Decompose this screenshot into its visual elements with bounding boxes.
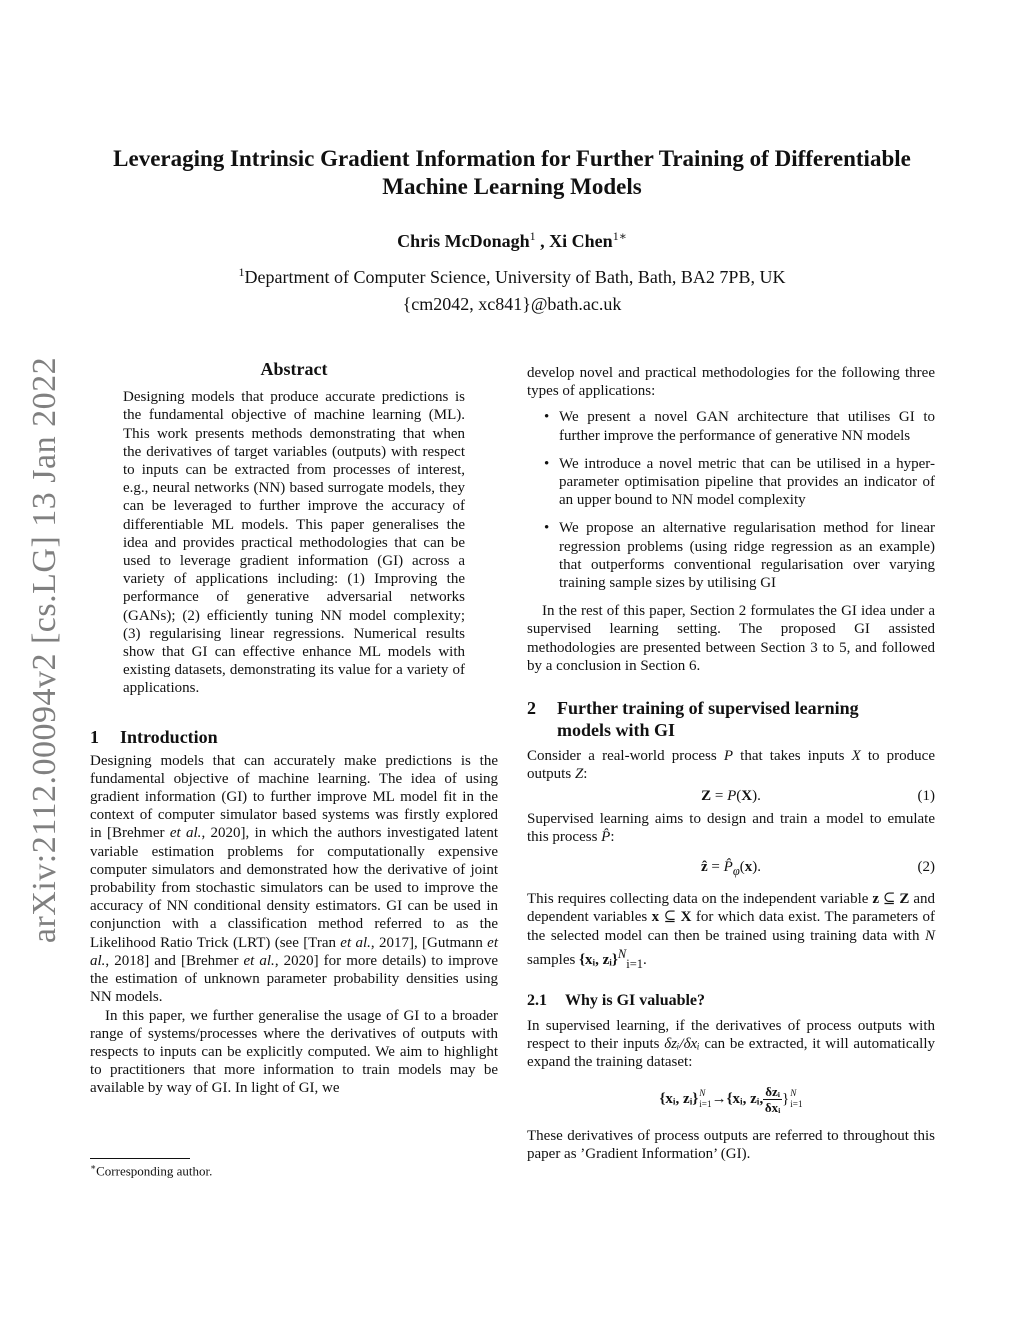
eq3-right-open: {xᵢ, zᵢ, [726, 1091, 764, 1108]
s2p3-d: samples [527, 951, 580, 968]
contribution-text: We present a novel GAN architecture that utilises GI to further improve the performance of generative NN models [559, 409, 935, 444]
eq2-equals: = [707, 859, 724, 876]
s2p1-Z: Z [574, 766, 584, 783]
equation-3 [527, 1084, 935, 1115]
s2p3-b: and dependent variables [527, 891, 935, 926]
s2p3-x: x [651, 909, 660, 926]
intro-p1-etal-1: et al. [169, 825, 202, 842]
intro-p1-text-c: , 2017], [Gutmann [370, 934, 488, 951]
s21p1-b: can be extracted, it will automatically expand the training dataset: [527, 1036, 935, 1071]
affiliation-text: Department of Computer Science, University of Bath, Bath, BA2 7PB, UK [244, 267, 786, 287]
equation-1 [527, 787, 935, 805]
author-emails: {cm2042, xc841}@bath.ac.uk [402, 294, 622, 314]
s2p2-a: Supervised learning aims to design and train a model to emulate this process [527, 810, 935, 845]
left-column [90, 360, 498, 1098]
section-2-number: 2 [527, 698, 536, 719]
s21p1-derivative: δzᵢ/δxᵢ [664, 1036, 700, 1053]
section-2-heading [527, 697, 935, 741]
intro-p1-etal-3: et al. [90, 934, 498, 969]
eq1-equals: = [711, 788, 728, 805]
abstract-heading: Abstract [260, 359, 328, 379]
equation-2-number: (2) [917, 859, 935, 876]
eq3-arrow: → [711, 1091, 727, 1108]
intro-p1-etal-2: et al. [340, 934, 371, 951]
eq3-right-close: } [782, 1091, 790, 1108]
s2p3-sup: N [617, 946, 627, 961]
s2p3-subset-1: ⊆ [879, 891, 900, 908]
intro-p1-text-a: Designing models that can accurately make predictions is the fundamental objective of machine learning. The idea of using gradient information (GI) to further improve ML model fit in the context of computer simulator based systems was firstly explored in [Brehmer [90, 752, 498, 842]
arxiv-identifier-stamp [20, 356, 70, 944]
equation-3-body [659, 1084, 802, 1115]
affiliation-line [60, 259, 964, 291]
intro-paragraph-1 [90, 752, 498, 1007]
eq3-right-sub: i=1 [790, 1099, 803, 1110]
author-list [60, 229, 964, 252]
eq2-sub: φ [732, 864, 740, 879]
section-2-paragraph-2 [527, 810, 935, 846]
s2p3-set: {xᵢ, zᵢ} [579, 951, 618, 968]
bullet-icon: • [544, 455, 550, 472]
s2p3-e: . [643, 951, 647, 968]
s2p1-d: : [583, 766, 588, 783]
section-1-heading [90, 726, 498, 748]
eq1-paren-open: ( [736, 788, 742, 805]
s2p3-Z: Z [899, 891, 910, 908]
right-column [527, 364, 935, 1163]
eq3-left-sub: i=1 [699, 1099, 712, 1110]
intro-p1-text-b: , 2020], in which the authors investigated latent variable estimation problems for computationally expensive computer simulators and demonstrated how the derivative of joint probability from stochastic simulators can be used to improve the accuracy of NN conditional density estimators. GI can be used in conjunction with a classification method referred to as the Likelihood Ratio Trick (LRT) (see [Tran [90, 825, 498, 951]
section-2-1-paragraph-1 [527, 1017, 935, 1072]
author-1-name: Chris McDonagh [397, 231, 530, 251]
s2p1-a: Consider a real-world process [527, 748, 724, 765]
eq3-right-limits [790, 1088, 802, 1110]
contribution-text: We introduce a novel metric that can be utilised in a hyper-parameter optimisation pipeline that provides an indicator of an upper bound to NN model complexity [559, 455, 935, 509]
paper-outline-paragraph: In the rest of this paper, Section 2 formulates the GI idea under a supervised learning setting. The proposed GI assisted methodologies are presented between Section 3 to 5, and followed by a conclusion in Section 6. [527, 603, 935, 674]
section-2-title-line-1: Further training of supervised learning [557, 698, 859, 719]
bullet-icon: • [544, 409, 550, 426]
contribution-list [527, 408, 935, 592]
intro-continuation: develop novel and practical methodologies for the following three types of applications: [527, 365, 935, 400]
eq3-left-set: {xᵢ, zᵢ} [659, 1091, 699, 1108]
section-2-1-paragraph-2: These derivatives of process outputs are referred to throughout this paper as ’Gradient Information’ (GI). [527, 1127, 935, 1162]
section-2-1-number: 2.1 [527, 992, 547, 1010]
eq3-frac-top: δzᵢ [765, 1083, 781, 1099]
footnote [90, 1162, 498, 1179]
eq3-right-sup: N [790, 1088, 797, 1099]
intro-paragraph-2: In this paper, we further generalise the usage of GI to a broader range of systems/processes where the derivatives of outputs with respects to inputs can be explicitly computed. We aim to highlight to practitioners that more information to train models may be available by way of GI. In light of GI, we [90, 1007, 498, 1097]
eq1-P: P [727, 788, 737, 805]
paper-title [60, 145, 964, 201]
section-2-paragraph-3 [527, 890, 935, 973]
s2p3-a: This requires collecting data on the independent variable [527, 891, 873, 908]
s2p3-subset-2: ⊆ [659, 909, 681, 926]
footnote-rule [90, 1158, 190, 1159]
author-2-affil: 1∗ [612, 229, 627, 243]
intro-p1-text-d: , 2018] and [Brehmer [105, 952, 244, 969]
author-1-affil: 1 [529, 229, 536, 243]
s2p3-X: X [680, 909, 692, 926]
section-1-number: 1 [90, 726, 99, 747]
eq1-lhs: Z [701, 788, 712, 805]
s21p1-a: In supervised learning, if the derivatives of process outputs with respect to their inputs [527, 1018, 935, 1053]
contribution-item [527, 519, 935, 592]
equation-2 [527, 858, 935, 880]
affiliation-number: 1 [238, 265, 245, 279]
section-2-title-line-2: models with GI [557, 720, 676, 741]
contribution-text: We propose an alternative regularisation method for linear regression problems (using ridge regression as an example) that outperforms conventional regularisation over varying training sample sizes by utilising GI [559, 520, 935, 592]
eq2-P: P̂ [723, 859, 733, 876]
abstract-text: Designing models that produce accurate predictions is the fundamental objective of machine learning (ML). This work presents methods demonstrating that when the derivatives of target variables (outputs) with respect to inputs can be extracted from processes of interest, e.g., neural networks (NN) based surrogate models, they can be leveraged to further improve the accuracy of differentiable ML models. This paper generalises the idea and provides practical methodologies that can be used to leverage gradient information (GI) across a variety of applications including: (1) Improving the performance of generative adversarial networks (GANs); (2) efficiently tuning NN model complexity; (3) regularising linear regressions. Numerical results show that GI can effective enhance ML models with existing datasets, demonstrating its value for a variety of applications. [123, 389, 465, 697]
s2p2-Phat: P̂ [601, 828, 611, 845]
eq2-paren-close: ). [752, 859, 761, 876]
s2p1-c: to produce outputs [527, 748, 935, 783]
section-1-title: Introduction [120, 726, 218, 747]
eq2-paren-open: ( [739, 859, 745, 876]
s2p3-c: for which data exist. The parameters of the selected model can then be trained using training data with [527, 909, 935, 944]
section-2-title [557, 697, 859, 741]
eq1-paren-close: ). [752, 788, 761, 805]
s2p1-P: P [723, 748, 734, 765]
eq3-fraction [763, 1084, 782, 1115]
footnote-mark: ∗ [90, 1162, 97, 1172]
contribution-item [527, 408, 935, 444]
section-2-paragraph-1 [527, 747, 935, 783]
equation-1-number: (1) [917, 788, 935, 805]
title-line-2: Machine Learning Models [382, 174, 642, 199]
affiliation-block [60, 259, 964, 318]
s2p2-b: : [610, 828, 615, 845]
section-2-1-heading [527, 991, 935, 1011]
eq2-arg: x [744, 859, 753, 876]
contribution-item [527, 455, 935, 510]
bullet-icon: • [544, 520, 550, 537]
eq2-lhs: ẑ [701, 859, 708, 876]
eq1-arg: X [741, 788, 753, 805]
author-separator: , [535, 231, 550, 251]
s2p3-N: N [924, 927, 935, 944]
s2p3-subidx: i=1 [626, 956, 643, 971]
title-line-1: Leveraging Intrinsic Gradient Information for Further Training of Differentiable [113, 146, 911, 171]
s2p1-X: X [851, 748, 861, 765]
footnote-text: Corresponding author. [96, 1163, 213, 1179]
section-2-1-title: Why is GI valuable? [565, 992, 706, 1010]
author-2-name: Xi Chen [549, 231, 613, 251]
arxiv-stamp-text: arXiv:2112.00094v2 [cs.LG] 13 Jan 2022 [26, 356, 63, 944]
intro-p1-etal-4: et al. [243, 952, 275, 969]
eq3-left-sup: N [699, 1088, 706, 1099]
equation-1-body [701, 787, 761, 805]
eq3-frac-bottom: δxᵢ [764, 1099, 781, 1115]
s2p1-b: that takes inputs [733, 748, 852, 765]
intro-p1-text-e: , 2020] for more details) to improve the estimation of unknown parameter probability densities using NN models. [90, 952, 498, 1006]
equation-2-body [701, 858, 761, 880]
s2p3-z: z [872, 891, 879, 908]
eq3-left-limits [699, 1088, 711, 1110]
